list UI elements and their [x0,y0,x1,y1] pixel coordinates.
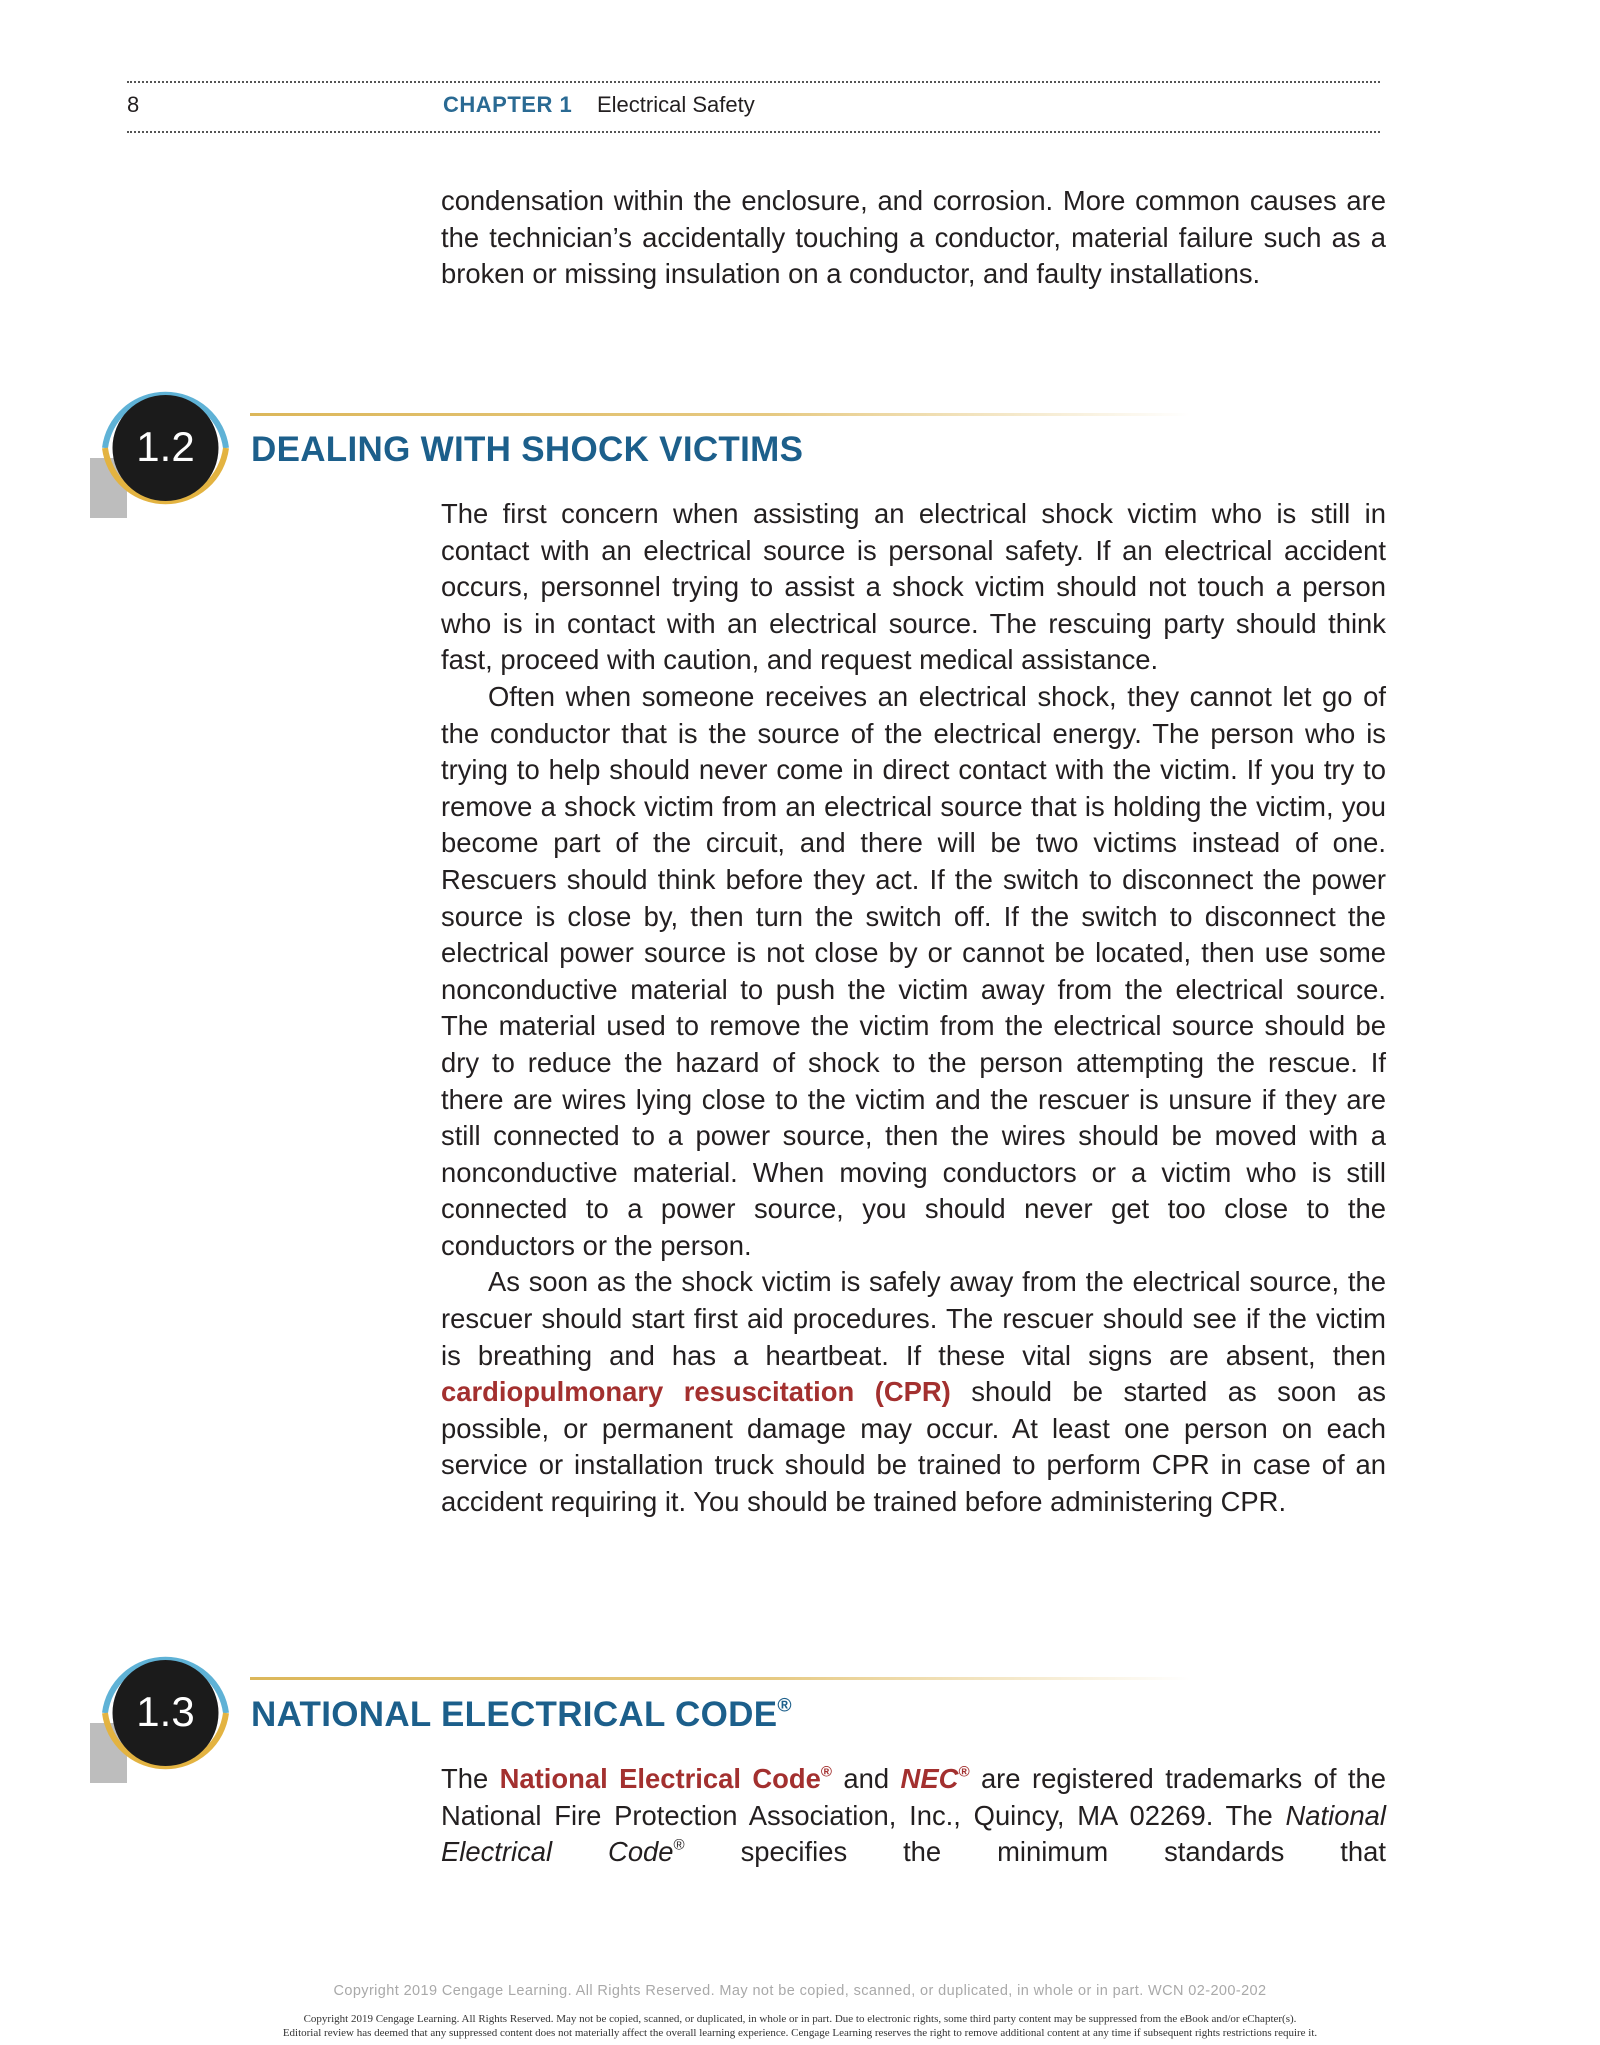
paragraph: Often when someone receives an electrical shock, they cannot let go of the conductor that is the source of the electrical energy. The person who is trying to help should never come in direct contact with the victim. If you try to remove a shock victim from an electrical source that is holding the victim, you become part of the circuit, and there will be two victims instead of one. Rescuers should think before they act. If the switch to disconnect the power source is close by, then turn the switch off. If the switch to disconnect the electrical power source is not close by or cannot be located, then use some nonconductive material to push the victim away from the electrical source. The material used to remove the victim from the electrical source should be dry to reduce the hazard of shock to the person attempting the rescue. If there are wires lying close to the victim and the rescuer is unsure if they are still connected to a power source, then the wires should be moved with a nonconductive material. When moving conductors or a victim who is still connected to a power source, you should never get too close to the conductors or the person. [441,680,1386,1261]
key-term-nec: NEC® [900,1763,970,1794]
paragraph [441,1761,1386,1871]
text-run: The [441,1763,500,1794]
section-title-text: NATIONAL ELECTRICAL CODE [251,1695,778,1734]
section-divider-1.3 [250,1677,1190,1680]
section-number-1.2: 1.2 [136,423,195,470]
header-rule-top [127,81,1380,83]
intro-text: condensation within the enclosure, and corrosion. More common causes are the technician’s accidentally touching a conductor, material failure such as a broken or missing insulation on a conductor, and faulty installations. [441,185,1386,290]
text-run: should be started as soon as possible, or permanent damage may occur. At least one person on each service or installation truck should be trained to perform CPR in case of an accident requiring it. You should be trained before administering CPR. [441,1376,1386,1518]
key-term-nec-full: National Electrical Code® [499,1763,832,1794]
registered-mark: ® [673,1836,685,1854]
section-title-1.2: DEALING WITH SHOCK VICTIMS [251,430,804,469]
italic-title: National Electrical Code [441,1799,1386,1868]
copyright-notice: Copyright 2019 Cengage Learning. All Rights Reserved. May not be copied, scanned, or duplicated, in whole or in part. WCN 02-200-202 [333,1983,1267,1999]
text-run: are registered trademarks of the National Fire Protection Association, Inc., Quincy, MA 02269. The [441,1763,1386,1831]
intro-paragraph [441,183,1386,293]
section-1.2-body [441,496,1386,1521]
section-1.3-body [441,1761,1386,1871]
text-run: specifies the minimum standards that [684,1836,1386,1868]
copyright-fineprint-line-2: Editorial review has deemed that any suppressed content does not materially affect the overall learning experience. Cengage Learning reserves the right to remove additional content at any time if subsequent rights restrictions require it. [282,2027,1318,2039]
paragraph: The first concern when assisting an electrical shock victim who is still in contact with an electrical source is personal safety. If an electrical accident occurs, personnel trying to assist a shock victim should not touch a person who is in contact with an electrical source. The rescuing party should think fast, proceed with caution, and request medical assistance. [441,498,1386,676]
section-number-badge-1.3 [85,1645,235,1785]
page-number: 8 [127,92,140,117]
copyright-fineprint-line-1: Copyright 2019 Cengage Learning. All Rights Reserved. May not be copied, scanned, or duplicated, in whole or in part. Due to electronic rights, some third party content may be suppressed from the eBook and/or eChapter(s). [303,2013,1297,2025]
registered-mark: ® [777,1695,792,1717]
section-number-1.3: 1.3 [136,1688,195,1735]
key-term-cpr: cardiopulmonary resuscitation (CPR) [441,1376,951,1408]
chapter-title: Electrical Safety [597,92,755,117]
paragraph [441,1264,1386,1520]
header-rule-bottom [127,131,1380,133]
text-run: and [831,1763,901,1794]
section-divider-1.2 [250,413,1190,416]
section-number-badge-1.2 [85,380,235,520]
text-run: As soon as the shock victim is safely away from the electrical source, the rescuer should start first aid procedures. The rescuer should see if the victim is breathing and has a heartbeat. If these vital signs are absent, then [441,1266,1386,1371]
chapter-label: CHAPTER 1 [443,92,573,117]
section-title-1.3 [251,1695,792,1735]
